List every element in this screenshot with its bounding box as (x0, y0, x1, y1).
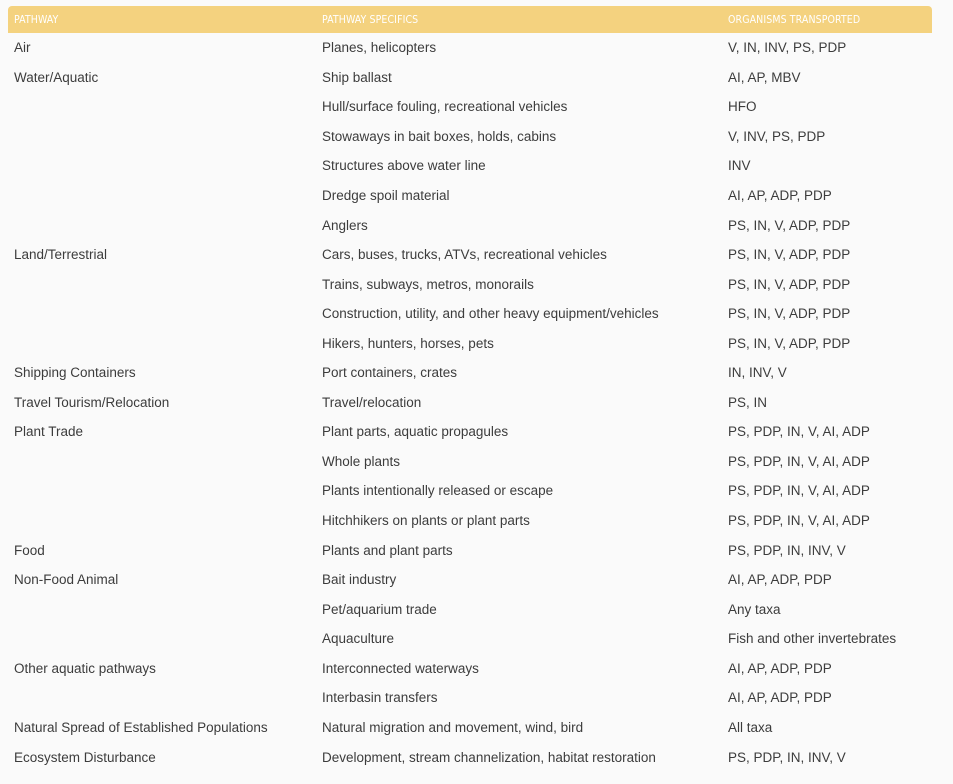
cell-organisms-transported: INV (728, 158, 751, 174)
table-row (8, 151, 932, 181)
cell-pathway-specifics: Whole plants (322, 453, 401, 469)
cell-pathway-specifics: Ship ballast (322, 69, 392, 85)
cell-pathway (8, 624, 316, 654)
cell-organisms-transported: PS, IN, V, ADP, PDP (728, 306, 851, 322)
cell-pathway-specifics: Anglers (322, 217, 368, 233)
table-row (8, 742, 932, 772)
cell-pathway-specifics: Travel/relocation (322, 394, 422, 410)
table-row (8, 299, 932, 329)
cell-pathway-specifics: Hitchhikers on plants or plant parts (322, 513, 530, 529)
cell-pathway (8, 594, 316, 624)
cell-pathway: Natural Spread of Established Populations (14, 719, 268, 735)
cell-pathway-specifics: Structures above water line (322, 158, 486, 174)
cell-organisms-transported: IN, INV, V (728, 365, 787, 381)
cell-pathway-specifics: Hull/surface fouling, recreational vehicles (322, 99, 568, 115)
cell-pathway (8, 506, 316, 536)
cell-organisms-transported: PS, PDP, IN, V, AI, ADP (728, 424, 870, 440)
cell-organisms-transported: PS, PDP, IN, INV, V (728, 542, 846, 558)
cell-organisms-transported: AI, AP, ADP, PDP (728, 690, 832, 706)
cell-pathway (8, 683, 316, 713)
table-row (8, 713, 932, 743)
table-row (8, 565, 932, 595)
cell-pathway-specifics: Dredge spoil material (322, 188, 450, 203)
cell-pathway-specifics: Planes, helicopters (322, 40, 437, 56)
cell-pathway: Travel Tourism/Relocation (14, 394, 170, 410)
cell-organisms-transported: AI, AP, ADP, PDP (728, 660, 832, 676)
cell-organisms-transported: PS, PDP, IN, V, AI, ADP (728, 483, 870, 499)
cell-pathway-specifics: Natural migration and movement, wind, bird (322, 719, 584, 735)
header-pathway: PATHWAY (8, 6, 316, 33)
cell-pathway (8, 122, 316, 152)
cell-pathway: Air (14, 40, 31, 56)
cell-pathway (8, 151, 316, 181)
table-row (8, 683, 932, 713)
cell-pathway: Plant Trade (14, 424, 84, 440)
cell-pathway-specifics: Aquaculture (322, 631, 395, 647)
cell-organisms-transported: AI, AP, ADP, PDP (728, 188, 832, 203)
cell-pathway: Ecosystem Disturbance (14, 749, 156, 765)
cell-pathway-specifics: Construction, utility, and other heavy equipment/vehicles (322, 306, 659, 322)
table-row (8, 240, 932, 270)
header-pathway-specifics: PATHWAY SPECIFICS (316, 6, 722, 33)
cell-organisms-transported: V, IN, INV, PS, PDP (728, 40, 847, 56)
cell-pathway (8, 447, 316, 477)
table-row (8, 122, 932, 152)
cell-organisms-transported: PS, IN, V, ADP, PDP (728, 276, 851, 292)
cell-pathway (8, 476, 316, 506)
table-row (8, 328, 932, 358)
table-row (8, 535, 932, 565)
cell-organisms-transported: Fish and other invertebrates (728, 631, 897, 647)
table-row (8, 358, 932, 388)
table-row (8, 594, 932, 624)
cell-organisms-transported: PS, IN, V, ADP, PDP (728, 217, 851, 233)
cell-organisms-transported: Any taxa (728, 601, 781, 617)
cell-pathway (8, 181, 316, 211)
cell-pathway: Land/Terrestrial (14, 247, 108, 263)
cell-pathway (8, 299, 316, 329)
table-row (8, 33, 932, 63)
cell-pathway-specifics: Pet/aquarium trade (322, 601, 437, 617)
table-row (8, 653, 932, 683)
table-row (8, 92, 932, 122)
table-row (8, 447, 932, 477)
pathways-table (8, 6, 932, 772)
cell-organisms-transported: All taxa (728, 719, 773, 735)
cell-pathway: Water/Aquatic (14, 69, 99, 85)
cell-pathway-specifics: Development, stream channelization, habitat restoration (322, 749, 656, 765)
table-row (8, 476, 932, 506)
table-row (8, 388, 932, 418)
table-row (8, 506, 932, 536)
cell-pathway-specifics: Bait industry (322, 572, 397, 588)
cell-pathway-specifics: Cars, buses, trucks, ATVs, recreational vehicles (322, 247, 607, 263)
cell-pathway-specifics: Plants and plant parts (322, 542, 453, 558)
cell-pathway: Other aquatic pathways (14, 660, 156, 676)
table-body (8, 33, 932, 772)
cell-pathway: Non-Food Animal (14, 572, 119, 588)
header-row (8, 6, 932, 33)
table-row (8, 269, 932, 299)
cell-pathway-specifics: Plants intentionally released or escape (322, 483, 554, 499)
cell-organisms-transported: PS, IN, V, ADP, PDP (728, 335, 851, 351)
cell-organisms-transported: AI, AP, ADP, PDP (728, 572, 832, 588)
header-organisms-transported: ORGANISMS TRANSPORTED (722, 6, 932, 33)
cell-pathway-specifics: Hikers, hunters, horses, pets (322, 335, 494, 351)
cell-organisms-transported: PS, PDP, IN, V, AI, ADP (728, 453, 870, 469)
cell-pathway (8, 328, 316, 358)
cell-pathway-specifics: Interbasin transfers (322, 690, 438, 706)
cell-pathway-specifics: Stowaways in bait boxes, holds, cabins (322, 128, 557, 144)
cell-pathway: Shipping Containers (14, 365, 136, 381)
cell-pathway-specifics: Port containers, crates (322, 365, 458, 381)
cell-pathway (8, 210, 316, 240)
cell-pathway-specifics: Trains, subways, metros, monorails (322, 276, 534, 292)
cell-pathway (8, 269, 316, 299)
cell-organisms-transported: PS, PDP, IN, V, AI, ADP (728, 513, 870, 529)
table-row (8, 624, 932, 654)
table-row (8, 181, 932, 211)
cell-organisms-transported: AI, AP, MBV (728, 69, 801, 85)
table-header (8, 6, 932, 33)
table-row (8, 63, 932, 93)
cell-organisms-transported: HFO (728, 99, 757, 115)
cell-organisms-transported: PS, IN, V, ADP, PDP (728, 247, 851, 263)
cell-organisms-transported: V, INV, PS, PDP (728, 128, 826, 144)
cell-pathway-specifics: Interconnected waterways (322, 660, 479, 676)
cell-pathway: Food (14, 542, 45, 558)
cell-organisms-transported: PS, PDP, IN, INV, V (728, 749, 846, 765)
cell-pathway (8, 92, 316, 122)
cell-pathway-specifics: Plant parts, aquatic propagules (322, 424, 509, 440)
table-row (8, 417, 932, 447)
table-row (8, 210, 932, 240)
cell-organisms-transported: PS, IN (728, 394, 768, 410)
